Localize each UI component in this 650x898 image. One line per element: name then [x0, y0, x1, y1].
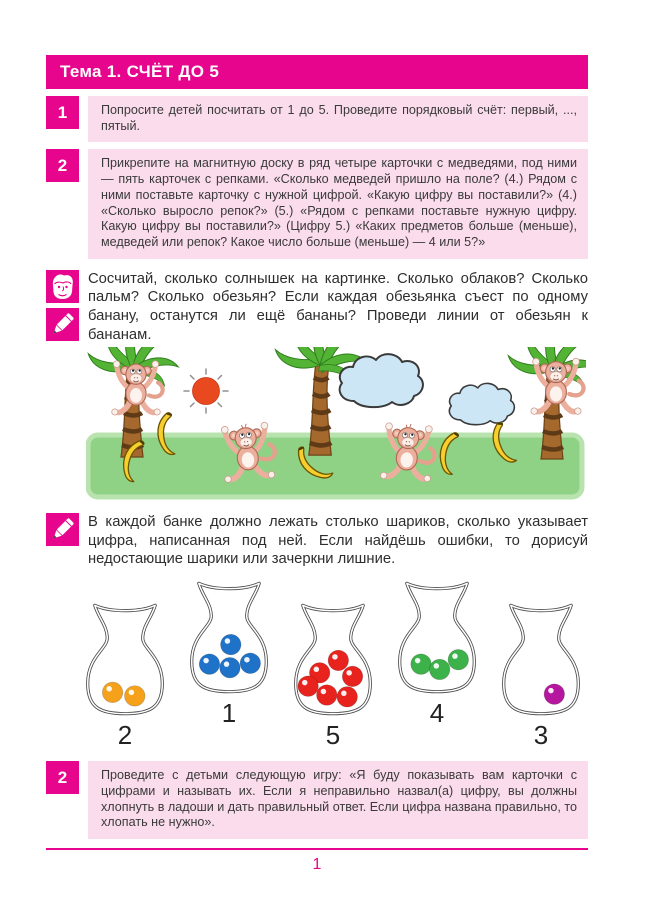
teacher-task-3: [46, 761, 588, 839]
pencil-icon: [46, 308, 79, 341]
task-text-box: Попросите детей посчитать от 1 до 5. Проведите порядковый счёт: первый, ..., пятый.: [88, 96, 588, 142]
topic-title: Тема 1. СЧЁТ ДО 5: [60, 62, 220, 81]
counting-exercise: [46, 270, 588, 345]
jar-icon: [180, 578, 278, 697]
task-number-badge: 2: [46, 761, 79, 794]
jungle-scene: [86, 347, 586, 502]
jar-count-label: 3: [533, 720, 549, 751]
task-text-box: Проведите с детьми следующую игру: «Я буду показывать вам карточки с цифрами и называть их. Если я неправильно назвал(а) цифру, вы должны хлопнуть в ладоши и дать правильный ответ. Если цифра названа правильно, то хлопать не нужно».: [88, 761, 588, 839]
jar-icon: [492, 600, 590, 719]
jar-count-label: 5: [325, 720, 341, 751]
jar: [76, 600, 174, 751]
task-number-badge: 1: [46, 96, 79, 129]
child-face-icon: [46, 270, 79, 303]
jar-icon: [76, 600, 174, 719]
topic-header: [46, 55, 588, 89]
pencil-icon: [46, 513, 79, 546]
jar-icon: [388, 578, 486, 697]
jar-count-label: 4: [429, 698, 445, 729]
jar: [284, 600, 382, 751]
jars-exercise: [76, 578, 588, 754]
cloud: [340, 354, 423, 407]
cloud: [449, 383, 514, 424]
page-number: 1: [312, 856, 322, 874]
teacher-task-2: [46, 149, 588, 258]
jar: [492, 600, 590, 751]
teacher-task-1: [46, 96, 588, 142]
jar: [180, 578, 278, 729]
jar-icon: [284, 600, 382, 719]
sun: [184, 369, 228, 413]
jar: [388, 578, 486, 729]
jar-count-label: 2: [117, 720, 133, 751]
exercise-instruction: Сосчитай, сколько солнышек на картинке. Сколько облаков? Сколько пальм? Сколько обезьян? Если каждая обезьянка съест по одному банану, останутся ли ещё бананы? Проведи линии от обезьян к бананам.: [88, 270, 588, 344]
exercise-instruction: В каждой банке должно лежать столько шариков, сколько указывает цифра, написанная под ней. Если найдёшь ошибки, то дорисуй недостающие шарики или зачеркни лишние.: [88, 513, 588, 568]
jars-exercise-instruction-row: [46, 513, 588, 569]
task-text-box: Прикрепите на магнитную доску в ряд четыре карточки с медведями, под ними — пять карточек с репками. «Сколько медведей пришло на поле? (4.) Рядом с ними поставьте карточку с нужной цифрой. «Какую цифру вы поставили?» (4.) «Сколько выросло репок?» (5.) «Рядом с репками поставьте нужную цифру. Какую цифру вы поставили?» (Цифру 5.) «Каких предметов больше (меньше), медведей или репок? Какое число больше (меньше) — 4 или 5?»: [88, 149, 588, 258]
balls: [544, 684, 564, 704]
footer-divider: [46, 848, 588, 850]
task-number-badge: 2: [46, 149, 79, 182]
jar-count-label: 1: [221, 698, 237, 729]
